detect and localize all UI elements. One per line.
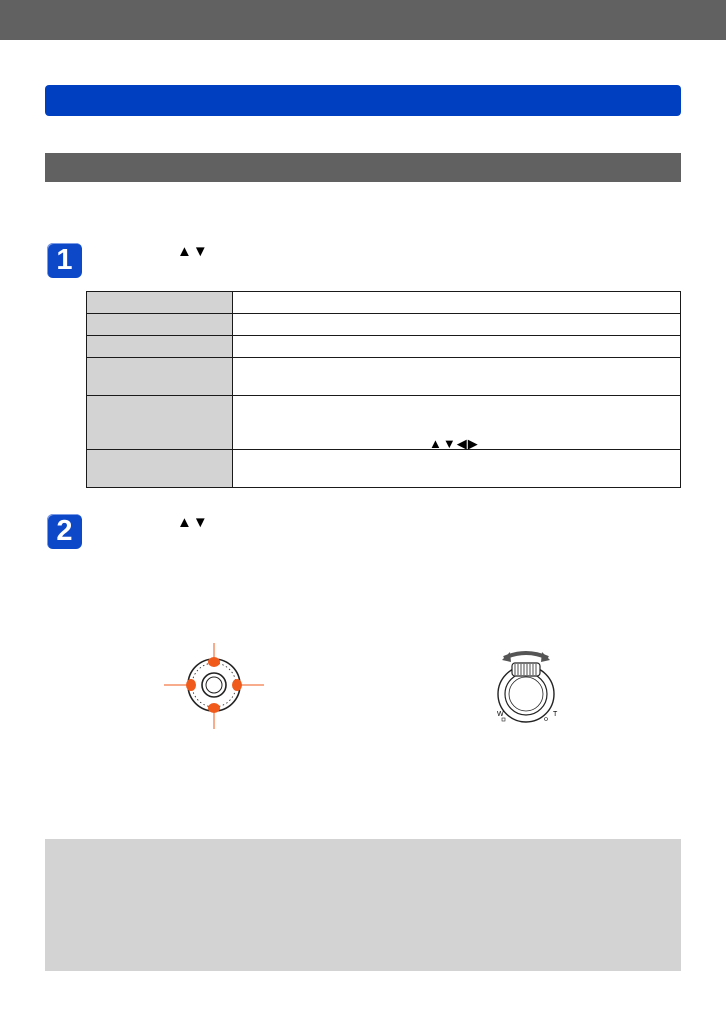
table-row — [87, 292, 681, 314]
cursor-buttons-icon — [160, 643, 268, 729]
table-row — [87, 450, 681, 488]
section-title-bar — [45, 85, 681, 116]
zoom-tele-label: T — [553, 711, 558, 718]
zoom-wide-label: W — [497, 711, 504, 718]
table-key-cell — [87, 450, 233, 488]
table-value-cell — [233, 450, 681, 488]
page-header-bar — [0, 0, 726, 40]
table-row — [87, 396, 681, 450]
up-down-arrows-icon: ▲▼ — [177, 514, 209, 531]
four-way-arrows-icon: ▲▼◀▶ — [429, 436, 479, 451]
table-key-cell — [87, 336, 233, 358]
table-key-cell — [87, 358, 233, 396]
table-key-cell — [87, 396, 233, 450]
note-box — [45, 839, 681, 971]
step-2-badge: 2 — [47, 514, 82, 549]
table-row — [87, 358, 681, 396]
table-row — [87, 314, 681, 336]
table-value-cell — [233, 292, 681, 314]
table-value-cell — [233, 358, 681, 396]
step-1-badge: 1 — [47, 243, 82, 278]
up-down-arrows-icon: ▲▼ — [177, 243, 209, 260]
table-key-cell — [87, 292, 233, 314]
table-value-cell — [233, 314, 681, 336]
subsection-title-bar — [45, 153, 681, 182]
table-key-cell — [87, 314, 233, 336]
table-value-cell — [233, 336, 681, 358]
menu-items-table — [86, 291, 681, 488]
table-row — [87, 336, 681, 358]
zoom-lever-icon — [492, 646, 560, 726]
